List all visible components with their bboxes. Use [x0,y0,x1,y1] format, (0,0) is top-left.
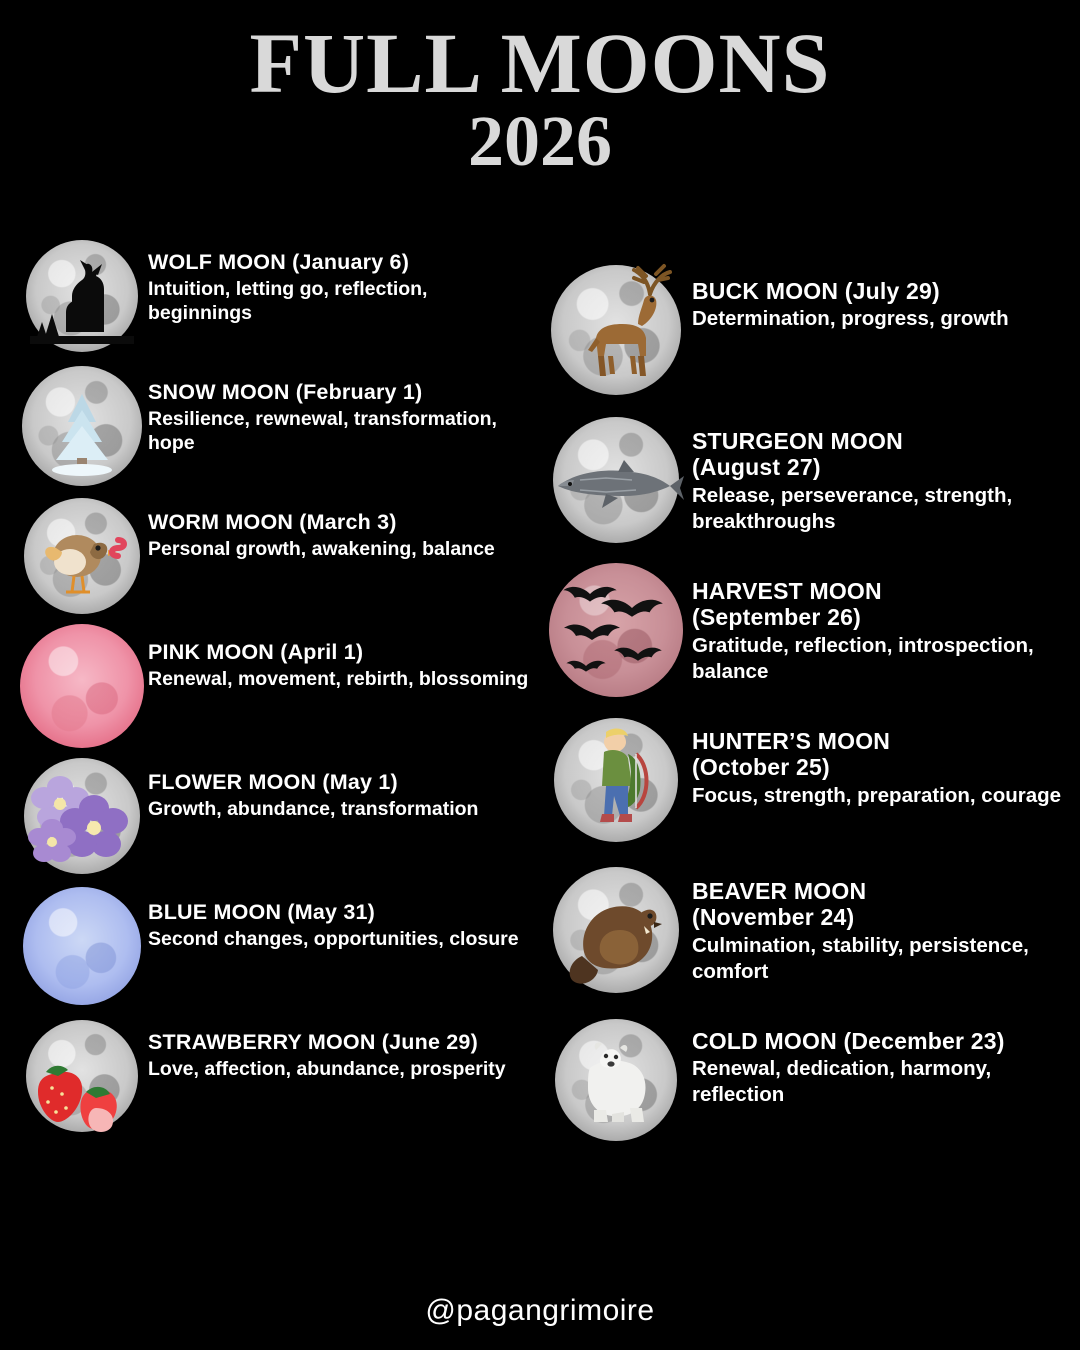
moon-keywords: Second changes, opportunities, closure [148,927,519,950]
title-line-2: 2026 [468,101,612,182]
list-item-text [692,410,1074,535]
moon-keywords: Love, affection, abundance, prosperity [148,1057,506,1080]
moon-image-snow [22,366,142,486]
list-item-text [692,710,1061,809]
moon-keywords: Growth, abundance, transformation [148,797,479,820]
list-item-text [148,496,495,561]
moon-image-hunter [546,710,686,850]
list-item [22,756,534,876]
moon-image-beaver [546,860,686,1000]
moon-keywords: Resilience, rewnewal, transformation, hope [148,407,497,455]
moon-image-blue [22,886,142,1006]
moon-name: HUNTER’S MOON (October 25) [692,728,891,781]
list-item [546,560,1074,700]
moon-image-flower [22,756,142,876]
moon-name: STURGEON MOON (August 27) [692,428,903,481]
list-item [22,886,534,1006]
moon-image-sturgeon [546,410,686,550]
list-item [546,710,1074,850]
list-item-text [148,886,519,951]
page-title [0,0,1080,180]
list-item [22,236,534,356]
list-item [22,626,534,746]
list-item-text [148,236,534,326]
moon-keywords: Intuition, letting go, reflection, beginnings [148,277,428,325]
list-item-text [148,366,534,456]
list-item [22,496,534,616]
moon-image-buck [546,260,686,400]
moon-image-harvest [546,560,686,700]
list-item-text [148,756,478,821]
moon-image-pink [22,626,142,746]
moon-name: BUCK MOON (July 29) [692,278,940,304]
moon-name: FLOWER MOON (May 1) [148,770,398,794]
list-item-text [692,1010,1074,1108]
moon-list [0,236,1080,1160]
list-item [546,260,1074,400]
moon-name: STRAWBERRY MOON (June 29) [148,1030,478,1054]
list-item-text [148,1016,506,1081]
account-handle: @pagangrimoire [425,1294,655,1327]
moon-keywords: Culmination, stability, persistence, comfort [692,933,1029,983]
moon-name: HARVEST MOON (September 26) [692,578,882,631]
moon-keywords: Gratitude, reflection, introspection, balance [692,633,1034,683]
moon-name: SNOW MOON (February 1) [148,380,423,404]
list-item-text [692,560,1074,685]
list-item-text [692,260,1009,332]
moon-keywords: Focus, strength, preparation, courage [692,783,1062,807]
moon-name: PINK MOON (April 1) [148,640,364,664]
moon-name: COLD MOON (December 23) [692,1028,1005,1054]
moon-list-left-column [0,236,540,1160]
list-item [22,1016,534,1136]
title-line-1: FULL MOONS [249,15,831,111]
moon-list-right-column [540,236,1080,1160]
list-item-text [148,626,528,691]
moon-keywords: Renewal, dedication, harmony, reflection [692,1057,992,1107]
moon-name: BEAVER MOON (November 24) [692,878,867,931]
moon-image-wolf [22,236,142,356]
moon-keywords: Release, perseverance, strength, breakthroughs [692,483,1013,533]
list-item [546,1010,1074,1150]
list-item [22,366,534,486]
moon-name: WORM MOON (March 3) [148,510,397,534]
moon-image-strawberry [22,1016,142,1136]
moon-keywords: Renewal, movement, rebirth, blossoming [148,667,529,690]
moon-keywords: Personal growth, awakening, balance [148,537,495,560]
list-item [546,860,1074,1000]
moon-image-cold [546,1010,686,1150]
moon-name: WOLF MOON (January 6) [148,250,410,274]
moon-keywords: Determination, progress, growth [692,307,1009,331]
list-item-text [692,860,1074,985]
moon-name: BLUE MOON (May 31) [148,900,376,924]
moon-image-worm [22,496,142,616]
list-item [546,410,1074,550]
